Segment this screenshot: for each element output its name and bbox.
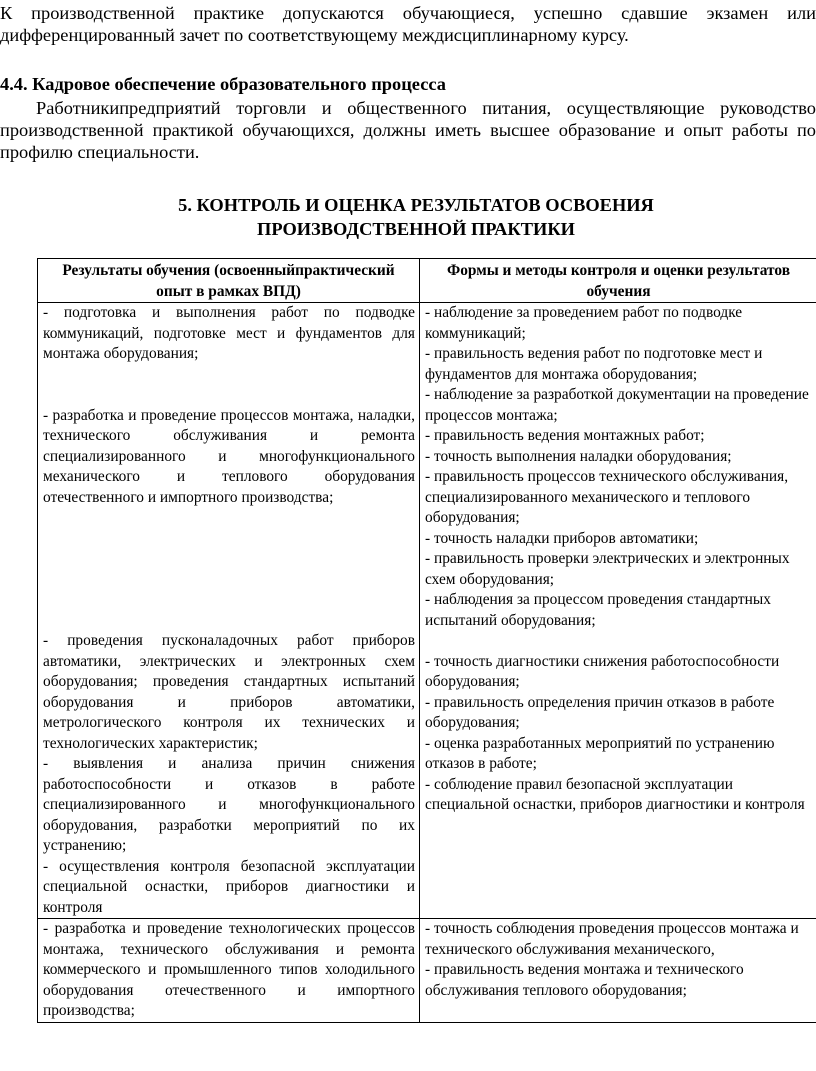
section-5-title-line2: ПРОИЗВОДСТВЕННОЙ ПРАКТИКИ [257, 219, 575, 239]
method-item: - точность соблюдения проведения процессов монтажа и технического обслуживания механического, [425, 920, 799, 958]
method-item: - наблюдения за процессом проведения стандартных испытаний оборудования; [425, 591, 771, 629]
method-item: - правильность процессов технического обслуживания, специализированного механического и теплового оборудования; [425, 468, 789, 526]
method-item: - соблюдение правил безопасной эксплуатации специальной оснастки, приборов диагностики и контроля [425, 775, 805, 813]
row1-control-methods [420, 303, 816, 919]
intro-paragraph: К производственной практике допускаются обучающиеся, успешно сдавшие экзамен или дифференцированный зачет по соответствующему междисциплинарному курсу. [0, 3, 816, 45]
result-item: - подготовка и выполнения работ по подводке коммуникаций, подготовке мест и фундаментов для монтажа оборудования; [43, 304, 415, 362]
section-4-4-text: Работникипредприятий торговли и общественного питания, осуществляющие руководство производственной практикой обучающихся, должны иметь высшее образование и опыт работы по профилю специальности. [0, 98, 816, 162]
section-5-title [0, 193, 816, 241]
table-row [38, 919, 816, 1023]
result-item: - осуществления контроля безопасной эксплуатации специальной оснастки, приборов диагностики и контроля [43, 857, 415, 916]
section-4-4-heading: 4.4. Кадровое обеспечение образовательного процесса [0, 74, 446, 94]
result-item: - проведения пусконаладочных работ приборов автоматики, электрических и электронных схем оборудования; проведения стандартных испытаний оборудования и приборов автоматики, метрологического контроля их технических и технологических характеристик; [43, 632, 415, 752]
method-item: - правильность ведения монтажных работ; [425, 427, 705, 444]
method-item: - правильность проверки электрических и электронных схем оборудования; [425, 550, 790, 588]
method-item: - точность наладки приборов автоматики; [425, 529, 699, 547]
result-item: - выявления и анализа причин снижения работоспособности и отказов в работе специализированного и многофункционального оборудования, разработки мероприятий по их устранению; [43, 755, 415, 854]
table-header-row [38, 259, 816, 303]
header-learning-results: Результаты обучения (освоенныйпрактический опыт в рамках ВПД) [38, 259, 420, 303]
method-item: - точность выполнения наладки оборудования; [425, 447, 732, 465]
method-item: - оценка разработанных мероприятий по устранению отказов в работе; [425, 734, 775, 772]
results-table [37, 258, 816, 1023]
method-item: - правильность ведения работ по подготовке мест и фундаментов для монтажа оборудования; [425, 345, 763, 383]
section-5-title-line1: 5. КОНТРОЛЬ И ОЦЕНКА РЕЗУЛЬТАТОВ ОСВОЕНИЯ [178, 195, 654, 215]
header-control-methods: Формы и методы контроля и оценки результатов обучения [420, 259, 816, 303]
row1-learning-results [38, 303, 420, 919]
method-item: - точность диагностики снижения работоспособности оборудования; [425, 652, 780, 690]
method-item: - наблюдение за проведением работ по подводке коммуникаций; [425, 304, 743, 342]
row2-learning-results: - разработка и проведение технологических процессов монтажа, технического обслуживания и ремонта коммерческого и промышленного типов холодильного оборудования отечественного и импортного производства; [38, 919, 420, 1023]
result-item: - разработка и проведение процессов монтажа, наладки, технического обслуживания и ремонта специализированного и многофункционального механического и теплового оборудования отечественного и импортного производства; [43, 406, 415, 506]
method-item: - правильность ведения монтажа и технического обслуживания теплового оборудования; [425, 961, 744, 999]
row2-control-methods [420, 919, 816, 1023]
method-item: - наблюдение за разработкой документации на проведение процессов монтажа; [425, 386, 809, 424]
table-row [38, 303, 816, 919]
method-item: - правильность определения причин отказов в работе оборудования; [425, 693, 775, 731]
